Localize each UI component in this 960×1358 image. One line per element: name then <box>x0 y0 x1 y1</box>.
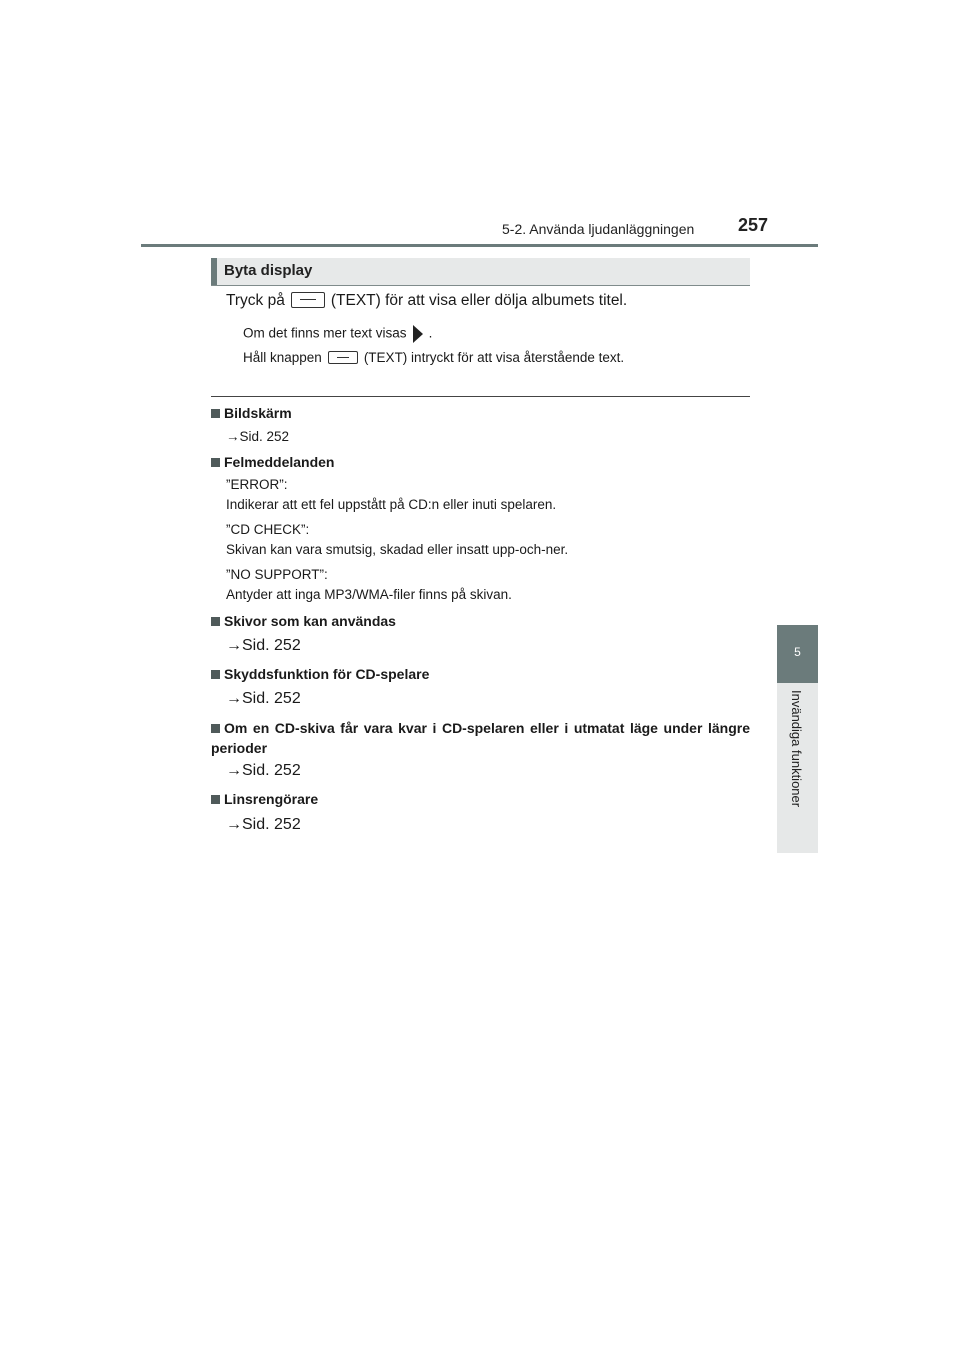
text-button-icon <box>291 292 325 308</box>
page-reference: →Sid. 252 <box>226 429 290 444</box>
instruction-main-post: (TEXT) för att visa eller dölja albumets titel. <box>330 292 628 309</box>
item-title: Felmeddelanden <box>224 454 335 470</box>
square-bullet-icon <box>211 458 220 467</box>
page-reference: →Sid. 252 <box>226 816 301 833</box>
instruction-sub-2-post: (TEXT) intryckt för att visa återstående text. <box>363 350 625 365</box>
section-heading-box <box>211 258 750 286</box>
instruction-sub-2-pre: Håll knappen <box>243 350 322 365</box>
error-message-block <box>226 520 568 560</box>
error-description: Skivan kan vara smutsig, skadad eller insatt upp-och-ner. <box>226 542 569 557</box>
instruction-main <box>226 292 627 310</box>
text-button-icon <box>328 351 358 364</box>
item-heading <box>211 718 750 758</box>
chapter-number: 5 <box>794 645 801 659</box>
page-reference: →Sid. 252 <box>226 762 301 779</box>
item-title: Skyddsfunktion för CD-spelare <box>224 666 430 682</box>
item-title: Om en CD-skiva får vara kvar i CD-spelaren eller i utmatat läge under längre perioder <box>211 720 750 756</box>
square-bullet-icon <box>211 670 220 679</box>
chapter-title: Invändiga funktioner <box>789 690 804 808</box>
item-title: Linsrengörare <box>224 791 319 807</box>
square-bullet-icon <box>211 795 220 804</box>
instruction-sub-1-post: . <box>428 325 433 341</box>
heading-accent <box>211 258 217 285</box>
square-bullet-icon <box>211 724 220 733</box>
item-title: Bildskärm <box>224 405 292 421</box>
instruction-sub-2 <box>243 350 624 365</box>
item-heading <box>211 454 334 470</box>
instruction-main-pre: Tryck på <box>226 292 285 309</box>
error-description: Indikerar att ett fel uppstått på CD:n eller inuti spelaren. <box>226 497 557 512</box>
section-heading-title: Byta display <box>224 262 313 279</box>
item-heading <box>211 613 396 629</box>
error-description: Antyder att inga MP3/WMA-filer finns på skivan. <box>226 587 512 602</box>
page-reference: →Sid. 252 <box>226 637 301 654</box>
item-heading <box>211 791 318 807</box>
square-bullet-icon <box>211 617 220 626</box>
error-message-block <box>226 475 556 515</box>
error-code: ”CD CHECK”: <box>226 522 310 537</box>
instruction-sub-1-pre: Om det finns mer text visas <box>243 325 407 341</box>
instruction-sub-1 <box>243 325 432 343</box>
header-rule <box>141 244 818 247</box>
item-title: Skivor som kan användas <box>224 613 396 629</box>
page-reference: →Sid. 252 <box>226 690 301 707</box>
item-heading <box>211 405 292 421</box>
error-code: ”ERROR”: <box>226 477 288 492</box>
item-heading <box>211 666 429 682</box>
chapter-tab <box>777 625 818 683</box>
error-code: ”NO SUPPORT”: <box>226 567 328 582</box>
section-divider <box>211 396 750 397</box>
error-message-block <box>226 565 512 605</box>
page-number: 257 <box>738 215 769 235</box>
header-section-title: 5-2. Använda ljudanläggningen <box>502 221 695 237</box>
square-bullet-icon <box>211 409 220 418</box>
right-arrow-icon <box>413 325 423 343</box>
